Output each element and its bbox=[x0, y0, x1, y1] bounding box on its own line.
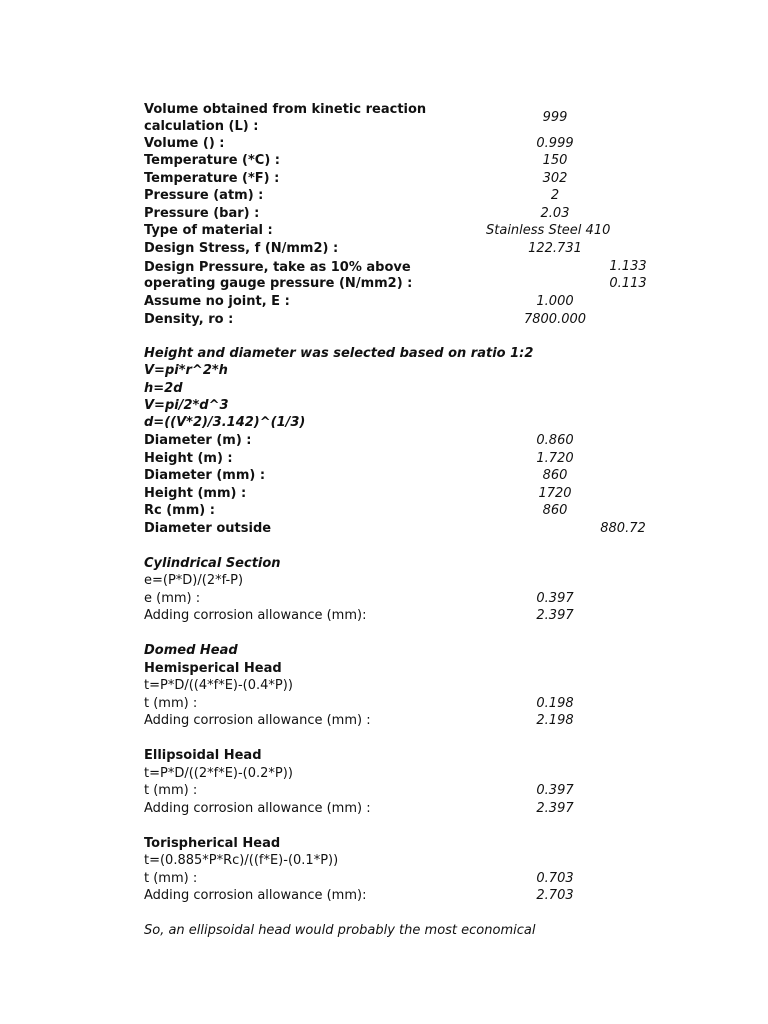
height-formula: h=2d bbox=[144, 381, 183, 396]
diameter-m-label: Diameter (m) : bbox=[144, 433, 252, 448]
temperature-c-label: Temperature (*C) : bbox=[144, 153, 280, 168]
diameter-outside-value: 880.72 bbox=[600, 521, 646, 536]
cylindrical-e-value: 0.397 bbox=[536, 591, 574, 606]
material-label: Type of material : bbox=[144, 223, 273, 238]
temperature-f-value: 302 bbox=[542, 171, 568, 186]
hemi-t-label: t (mm) : bbox=[144, 696, 198, 711]
cylindrical-formula: e=(P*D)/(2*f-P) bbox=[144, 573, 244, 588]
design-stress-label: Design Stress, f (N/mm2) : bbox=[144, 241, 339, 256]
ellip-corrosion-label: Adding corrosion allowance (mm) : bbox=[144, 801, 371, 816]
design-pressure-value-2: 0.113 bbox=[609, 276, 647, 291]
volume-kinetic-label-line1: Volume obtained from kinetic reaction bbox=[144, 102, 427, 117]
hemi-heading: Hemisperical Head bbox=[144, 661, 282, 676]
rc-mm-label: Rc (mm) : bbox=[144, 503, 215, 518]
diameter-mm-value: 860 bbox=[542, 468, 568, 483]
pressure-bar-value: 2.03 bbox=[540, 206, 570, 221]
volume-kinetic-value: 999 bbox=[542, 110, 568, 125]
ellip-t-value: 0.397 bbox=[536, 783, 574, 798]
pressure-atm-value: 2 bbox=[550, 188, 560, 203]
temperature-c-value: 150 bbox=[542, 153, 568, 168]
hemi-t-value: 0.198 bbox=[536, 696, 574, 711]
cylindrical-corrosion-value: 2.397 bbox=[536, 608, 574, 623]
volume-value: 0.999 bbox=[536, 136, 574, 151]
hemi-corrosion-label: Adding corrosion allowance (mm) : bbox=[144, 713, 371, 728]
hemi-corrosion-value: 2.198 bbox=[536, 713, 574, 728]
conclusion-text: So, an ellipsoidal head would probably the most economical bbox=[144, 923, 536, 938]
volume-diameter-formula: V=pi/2*d^3 bbox=[144, 398, 229, 413]
diameter-outside-label: Diameter outside bbox=[144, 521, 272, 536]
diameter-m-value: 0.860 bbox=[536, 433, 574, 448]
hemi-formula: t=P*D/((4*f*E)-(0.4*P)) bbox=[144, 678, 293, 693]
toris-corrosion-value: 2.703 bbox=[536, 888, 574, 903]
pressure-atm-label: Pressure (atm) : bbox=[144, 188, 264, 203]
toris-formula: t=(0.885*P*Rc)/((f*E)-(0.1*P)) bbox=[144, 853, 339, 868]
ellip-heading: Ellipsoidal Head bbox=[144, 748, 262, 763]
temperature-f-label: Temperature (*F) : bbox=[144, 171, 280, 186]
volume-label: Volume () : bbox=[144, 136, 225, 151]
design-pressure-value-1: 1.133 bbox=[609, 259, 647, 274]
domed-heading: Domed Head bbox=[144, 643, 238, 658]
cylindrical-e-label: e (mm) : bbox=[144, 591, 201, 606]
ellip-corrosion-value: 2.397 bbox=[536, 801, 574, 816]
cylindrical-heading: Cylindrical Section bbox=[144, 556, 281, 571]
density-label: Density, ro : bbox=[144, 312, 234, 327]
height-m-label: Height (m) : bbox=[144, 451, 233, 466]
cylindrical-corrosion-label: Adding corrosion allowance (mm): bbox=[144, 608, 367, 623]
design-pressure-label-line2: operating gauge pressure (N/mm2) : bbox=[144, 276, 413, 291]
toris-heading: Torispherical Head bbox=[144, 836, 281, 851]
diameter-formula: d=((V*2)/3.142)^(1/3) bbox=[144, 415, 306, 430]
design-pressure-label-line1: Design Pressure, take as 10% above bbox=[144, 260, 411, 275]
height-mm-value: 1720 bbox=[538, 486, 572, 501]
volume-kinetic-label-line2: calculation (L) : bbox=[144, 119, 259, 134]
volume-formula: V=pi*r^2*h bbox=[144, 363, 228, 378]
design-stress-value: 122.731 bbox=[528, 241, 582, 256]
toris-corrosion-label: Adding corrosion allowance (mm): bbox=[144, 888, 367, 903]
ratio-heading: Height and diameter was selected based on ratio 1:2 bbox=[144, 346, 534, 361]
height-mm-label: Height (mm) : bbox=[144, 486, 247, 501]
rc-mm-value: 860 bbox=[542, 503, 568, 518]
toris-t-value: 0.703 bbox=[536, 871, 574, 886]
pressure-bar-label: Pressure (bar) : bbox=[144, 206, 260, 221]
material-value: Stainless Steel 410 bbox=[486, 223, 611, 238]
joint-value: 1.000 bbox=[536, 294, 574, 309]
joint-label: Assume no joint, E : bbox=[144, 294, 290, 309]
ellip-formula: t=P*D/((2*f*E)-(0.2*P)) bbox=[144, 766, 293, 781]
toris-t-label: t (mm) : bbox=[144, 871, 198, 886]
density-value: 7800.000 bbox=[523, 312, 587, 327]
diameter-mm-label: Diameter (mm) : bbox=[144, 468, 266, 483]
ellip-t-label: t (mm) : bbox=[144, 783, 198, 798]
height-m-value: 1.720 bbox=[536, 451, 574, 466]
